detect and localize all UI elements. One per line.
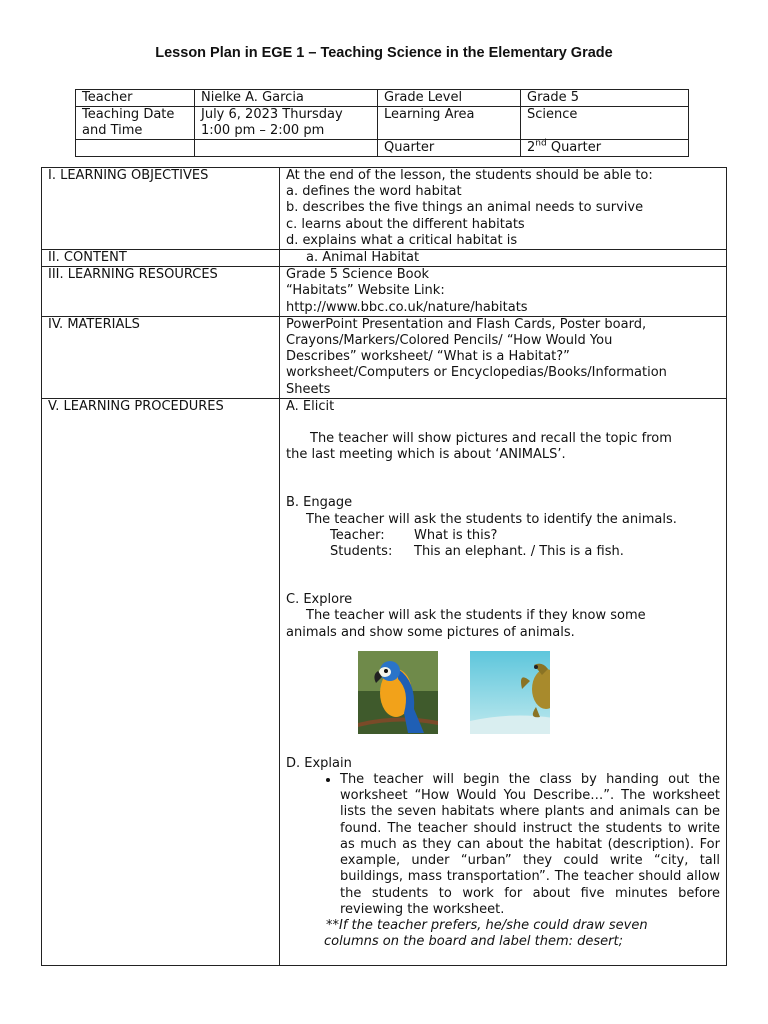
lesson-plan-table <box>41 167 727 966</box>
explain-bullet-list <box>286 772 720 918</box>
grade-level-value: Grade 5 <box>521 90 689 107</box>
objectives-label: I. LEARNING OBJECTIVES <box>42 168 280 250</box>
engage-text: The teacher will ask the students to identify the animals. <box>306 511 677 527</box>
sea-turtle-illustration <box>470 651 550 734</box>
materials-line: Describes” worksheet/ “What is a Habitat?” <box>286 349 570 365</box>
date-label-line1: Teaching Date <box>82 107 175 122</box>
empty-cell <box>76 140 195 157</box>
dialogue-students-label: Students: <box>330 544 393 560</box>
objective-item: c. learns about the different habitats <box>286 216 525 232</box>
quarter-value <box>521 140 689 157</box>
objective-item: d. explains what a critical habitat is <box>286 232 518 248</box>
document-title: Lesson Plan in EGE 1 – Teaching Science in the Elementary Grade <box>155 45 613 61</box>
explain-note-line2: columns on the board and label them: desert; <box>324 934 623 950</box>
elicit-text-line2: the last meeting which is about ‘ANIMALS’. <box>286 447 566 463</box>
resource-line: Grade 5 Science Book <box>286 267 430 283</box>
dialogue-students-line: This an elephant. / This is a fish. <box>414 544 624 560</box>
objective-item: a. defines the word habitat <box>286 184 462 200</box>
procedures-label: V. LEARNING PROCEDURES <box>42 398 280 965</box>
parrot-image <box>358 651 438 734</box>
resources-content <box>280 267 727 317</box>
teacher-label: Teacher <box>76 90 195 107</box>
explain-note-line1: **If the teacher prefers, he/she could draw seven <box>326 917 648 933</box>
materials-line: worksheet/Computers or Encyclopedias/Books/Information <box>286 365 667 381</box>
quarter-label: Quarter <box>378 140 521 157</box>
date-value-line1: July 6, 2023 Thursday <box>201 107 343 122</box>
learning-area-label: Learning Area <box>378 107 521 140</box>
materials-label: IV. MATERIALS <box>42 316 280 398</box>
teacher-value: Nielke A. Garcia <box>195 90 378 107</box>
explain-heading: D. Explain <box>286 755 352 771</box>
empty-cell <box>195 140 378 157</box>
dialogue-teacher <box>286 528 720 544</box>
objectives-content <box>280 168 727 250</box>
explore-text-line1: The teacher will ask the students if they know some <box>306 608 646 624</box>
resource-link[interactable]: http://www.bbc.co.uk/nature/habitats <box>286 299 528 315</box>
date-label <box>76 107 195 140</box>
resource-line: “Habitats” Website Link: <box>286 283 445 299</box>
elicit-heading: A. Elicit <box>286 398 335 414</box>
content-item: a. Animal Habitat <box>306 250 420 266</box>
learning-area-value: Science <box>521 107 689 140</box>
date-value-line2: 1:00 pm – 2:00 pm <box>201 123 325 138</box>
engage-heading: B. Engage <box>286 495 353 511</box>
content-label: II. CONTENT <box>42 250 280 267</box>
procedures-content <box>280 398 727 965</box>
dialogue-students <box>286 544 720 560</box>
content-value <box>280 250 727 267</box>
explain-bullet-item: • The teacher will begin the class by handing out the worksheet “How Would You Describe…”. The worksheet lists the seven habitats where plants and animals can be found. The teacher should instruct the students to write as much as they can about the habitat (description). For example, under “urban” they could write “city, tall buildings, mass transportation”. The teacher should allow the students to work for about five minutes before reviewing the worksheet. <box>340 772 720 918</box>
materials-line: Sheets <box>286 381 331 397</box>
explore-heading: C. Explore <box>286 592 353 608</box>
date-label-line2: and Time <box>82 123 143 138</box>
grade-level-label: Grade Level <box>378 90 521 107</box>
objective-item: b. describes the five things an animal needs to survive <box>286 200 644 216</box>
elicit-text-line1: The teacher will show pictures and recall the topic from <box>310 431 672 447</box>
parrot-illustration <box>358 651 438 734</box>
quarter-number: 2 <box>527 140 536 155</box>
materials-line: Crayons/Markers/Colored Pencils/ “How Would You <box>286 333 613 349</box>
header-info-table <box>75 89 689 157</box>
sea-turtle-image <box>470 651 550 734</box>
date-value <box>195 107 378 140</box>
explore-text-line2: animals and show some pictures of animals. <box>286 624 575 640</box>
objectives-intro: At the end of the lesson, the students should be able to: <box>286 168 653 183</box>
dialogue-teacher-line: What is this? <box>414 527 498 543</box>
dialogue-teacher-label: Teacher: <box>330 527 385 543</box>
quarter-word: Quarter <box>546 140 602 155</box>
resources-label: III. LEARNING RESOURCES <box>42 267 280 317</box>
materials-line: PowerPoint Presentation and Flash Cards, Poster board, <box>286 316 647 332</box>
animal-pictures <box>358 651 720 734</box>
quarter-suffix: nd <box>535 138 547 149</box>
materials-content <box>280 316 727 398</box>
